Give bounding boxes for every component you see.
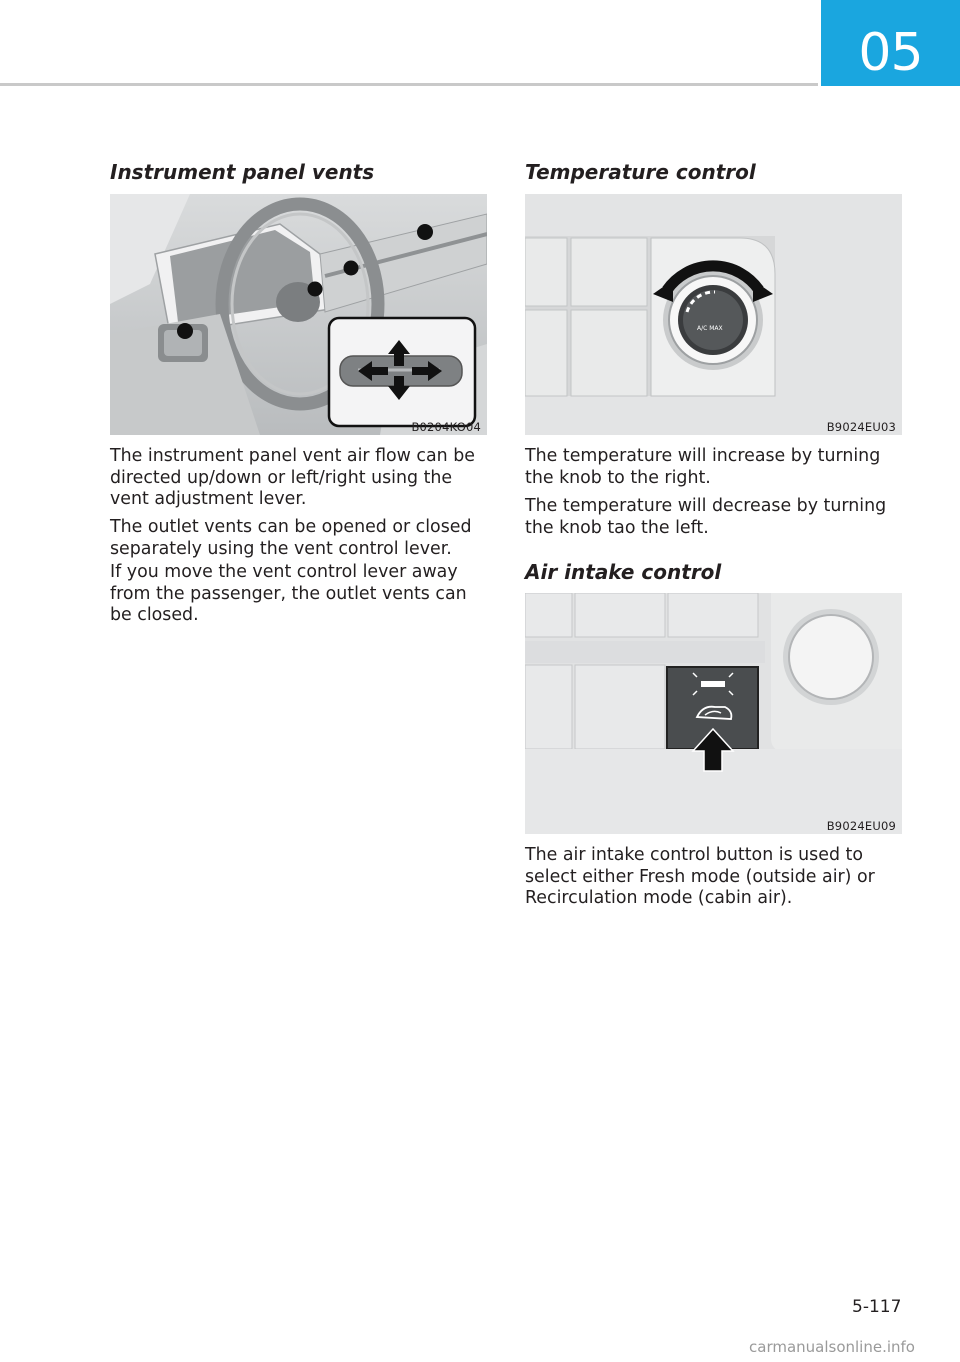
body-paragraph: The instrument panel vent air flow can be directed up/down or left/right using the vent adjustment lever. <box>110 446 475 509</box>
body-paragraph: If you move the vent control lever away from the passenger, the outlet vents can be closed. <box>110 562 467 625</box>
figure-code: B0204KO04 <box>411 420 481 434</box>
body-paragraph: The air intake control button is used to select either Fresh mode (outside air) or Recirculation mode (cabin air). <box>525 845 875 908</box>
temperature-knob-illustration <box>525 194 902 435</box>
knob-label: A/C MAX <box>697 325 723 332</box>
figure-code: B9024EU03 <box>826 420 896 434</box>
section-heading: Instrument panel vents <box>110 160 375 184</box>
body-paragraph: The temperature will decrease by turning the knob tao the left. <box>525 496 887 538</box>
figure-code: B9024EU09 <box>826 819 896 833</box>
section-heading: Temperature control <box>525 160 756 184</box>
page-number: 5-117 <box>852 1297 902 1317</box>
air-intake-illustration <box>525 593 902 834</box>
body-paragraph: The temperature will increase by turning the knob to the right. <box>525 446 881 488</box>
section-heading: Air intake control <box>525 560 722 584</box>
header-rule <box>0 83 818 86</box>
body-paragraph: The outlet vents can be opened or closed separately using the vent control lever. <box>110 517 472 559</box>
watermark: carmanualsonline.info <box>749 1338 915 1356</box>
chapter-tab: 05 <box>821 0 960 86</box>
vent-illustration <box>110 194 487 435</box>
